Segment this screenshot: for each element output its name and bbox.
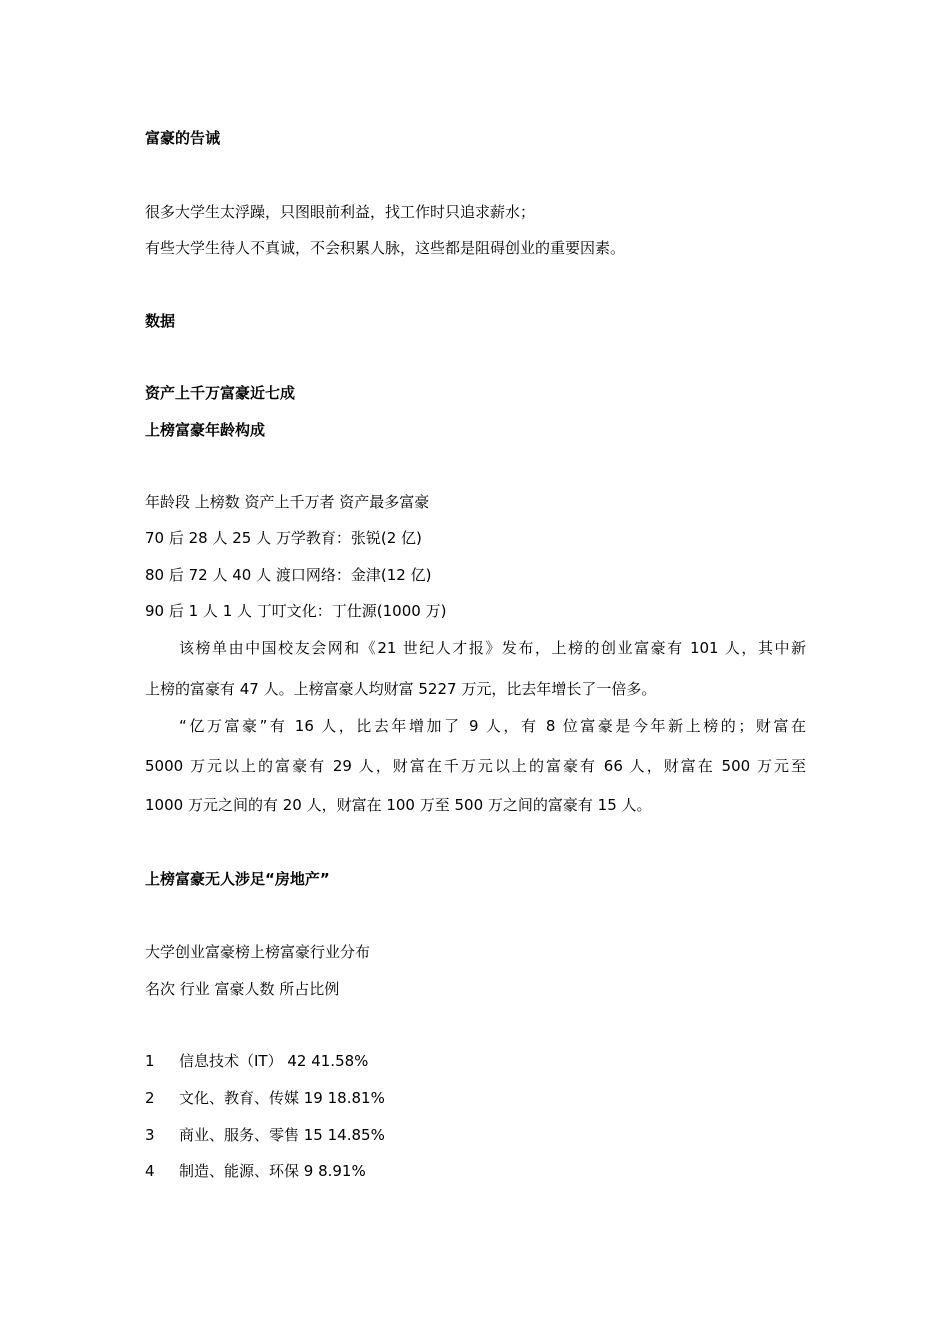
paragraph-list-intro-line-2: 上榜的富豪有 47 人。上榜富豪人均财富 5227 万元，比去年增长了一倍多。 [145,680,657,698]
industry-caption: 大学创业富豪榜上榜富豪行业分布 [145,943,371,961]
age-table-row: 90 后 1 人 1 人 丁叮文化：丁仕源(1000 万) [145,602,447,620]
industry-table-header: 名次 行业 富豪人数 所占比例 [145,980,340,998]
industry-row-text: 商业、服务、零售 15 14.85% [179,1126,385,1144]
industry-row-text: 信息技术（IT） 42 41.58% [179,1052,369,1070]
industry-rank: 1 [145,1052,155,1070]
age-table-row: 70 后 28 人 25 人 万学教育：张锐(2 亿) [145,529,422,547]
age-table-header: 年龄段 上榜数 资产上千万者 资产最多富豪 [145,493,430,511]
section-title-industry: 上榜富豪无人涉足“房地产” [145,870,330,888]
paragraph-wealth-line-2: 5000 万元以上的富豪有 29 人，财富在千万元以上的富豪有 66 人，财富在 500 万元至 [145,757,806,775]
paragraph-wealth-line-1: “亿万富豪”有 16 人，比去年增加了 9 人，有 8 位富豪是今年新上榜的；财富在 [179,717,806,735]
subtitle-age-composition: 上榜富豪年龄构成 [145,421,266,439]
section-title-warning: 富豪的告诫 [145,129,221,147]
section-title-data: 数据 [145,312,176,330]
industry-row-text: 制造、能源、环保 9 8.91% [179,1162,366,1180]
paragraph-wealth-line-3: 1000 万元之间的有 20 人，财富在 100 万至 500 万之间的富豪有 15 人。 [145,796,652,814]
age-table-row: 80 后 72 人 40 人 渡口网络：金津(12 亿) [145,566,432,584]
industry-rank: 3 [145,1126,155,1144]
subtitle-assets: 资产上千万富豪近七成 [145,384,296,402]
warning-line-1: 很多大学生太浮躁，只图眼前利益，找工作时只追求薪水； [145,203,536,221]
industry-row-text: 文化、教育、传媒 19 18.81% [179,1089,385,1107]
paragraph-list-intro-line-1: 该榜单由中国校友会网和《21 世纪人才报》发布，上榜的创业富豪有 101 人，其中新 [179,639,806,657]
industry-rank: 2 [145,1089,155,1107]
industry-rank: 4 [145,1162,155,1180]
warning-line-2: 有些大学生待人不真诚，不会积累人脉，这些都是阻碍创业的重要因素。 [145,239,626,257]
